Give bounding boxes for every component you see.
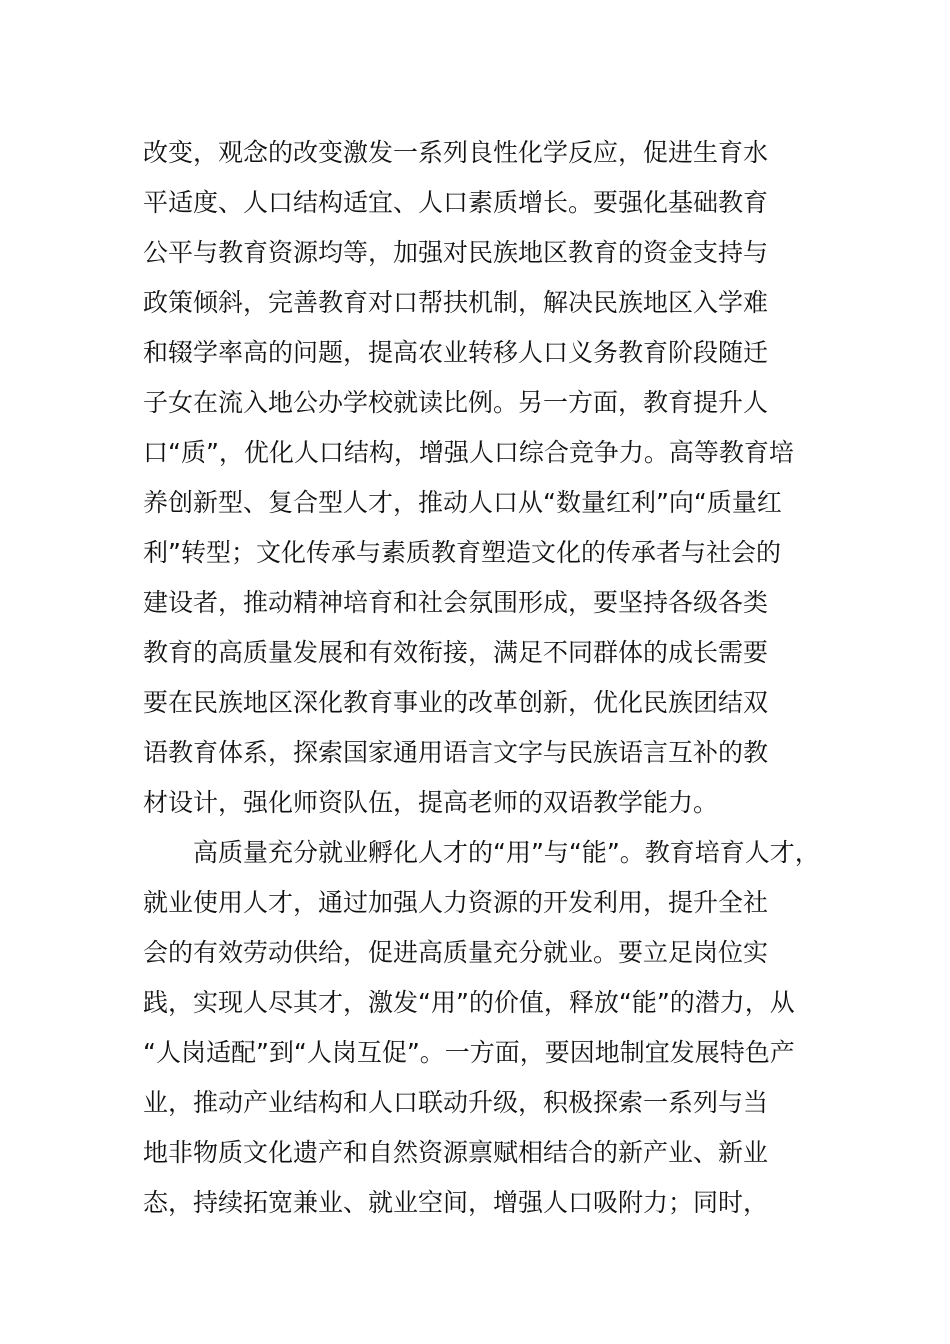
text-line: 地非物质文化遗产和自然资源禀赋相结合的新产业、新业 — [143, 1138, 769, 1167]
text-line: 语教育体系，探索国家通用语言文字与民族语言互补的教 — [143, 738, 769, 767]
text-line: 公平与教育资源均等，加强对民族地区教育的资金支持与 — [143, 238, 769, 267]
text-line: 践，实现人尽其才，激发“用”的价值，释放“能”的潜力，从 — [143, 988, 795, 1017]
text-line: 利”转型；文化传承与素质教育塑造文化的传承者与社会的 — [143, 538, 781, 567]
text-line: 改变，观念的改变激发一系列良性化学反应，促进生育水 — [143, 138, 769, 167]
text-line: 养创新型、复合型人才，推动人口从“数量红利”向“质量红 — [143, 488, 782, 517]
text-line: “人岗适配”到“人岗互促”。一方面，要因地制宜发展特色产 — [143, 1038, 795, 1067]
text-line: 态，持续拓宽兼业、就业空间，增强人口吸附力；同时， — [143, 1188, 769, 1217]
text-line: 和辍学率高的问题，提高农业转移人口义务教育阶段随迁 — [143, 338, 769, 367]
text-line: 业，推动产业结构和人口联动升级，积极探索一系列与当 — [143, 1088, 769, 1117]
text-line: 要在民族地区深化教育事业的改革创新，优化民族团结双 — [143, 688, 769, 717]
text-line: 会的有效劳动供给，促进高质量充分就业。要立足岗位实 — [143, 938, 769, 967]
paragraph-start-line: 高质量充分就业孵化人才的“用”与“能”。教育培育人才， — [143, 838, 820, 867]
text-line: 口“质”，优化人口结构，增强人口综合竞争力。高等教育培 — [143, 438, 794, 467]
body-text — [143, 128, 843, 1228]
text-line: 子女在流入地公办学校就读比例。另一方面，教育提升人 — [143, 388, 769, 417]
text-line: 材设计，强化师资队伍，提高老师的双语教学能力。 — [143, 788, 719, 817]
text-line: 就业使用人才，通过加强人力资源的开发利用，提升全社 — [143, 888, 769, 917]
text-line: 政策倾斜，完善教育对口帮扶机制，解决民族地区入学难 — [143, 288, 769, 317]
text-line: 教育的高质量发展和有效衔接，满足不同群体的成长需要 — [143, 638, 769, 667]
text-line: 建设者，推动精神培育和社会氛围形成，要坚持各级各类 — [143, 588, 769, 617]
text-line: 平适度、人口结构适宜、人口素质增长。要强化基础教育 — [143, 188, 769, 217]
